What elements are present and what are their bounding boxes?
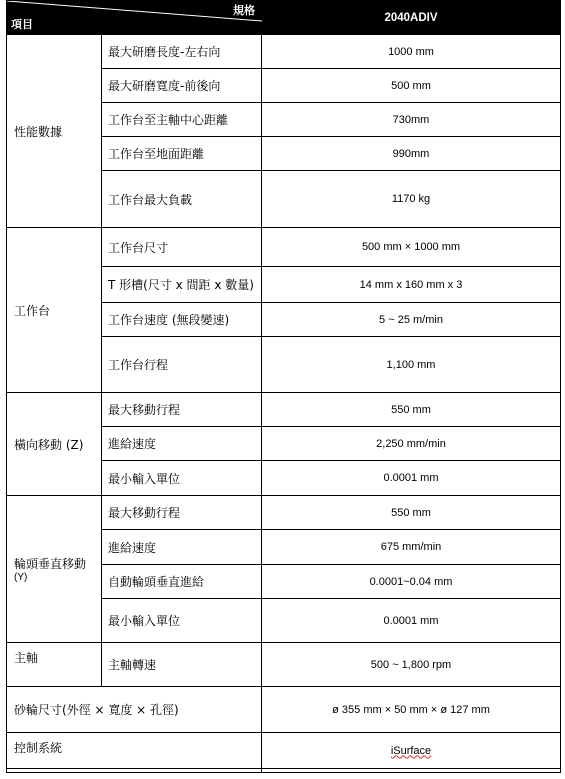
row-value: 2,250 mm/min	[262, 427, 561, 461]
category-vertical-label: 輪頭垂直移動	[14, 557, 87, 571]
row-value: 500 mm × 1000 mm	[262, 228, 561, 267]
spec-table	[6, 0, 561, 773]
control-system-value: iSurface	[390, 744, 432, 757]
row-label: 工作台最大負載	[102, 171, 262, 228]
control-system-value-cell	[262, 733, 561, 769]
row-label: 工作台至地面距離	[102, 137, 262, 171]
row-label: 工作台行程	[102, 337, 262, 393]
row-value: 1000 mm	[262, 35, 561, 69]
row-label: 工作台至主軸中心距離	[102, 103, 262, 137]
row-value: 675 mm/min	[262, 530, 561, 565]
header-spec-label: 規格	[233, 5, 255, 17]
trailing-cell	[7, 769, 262, 773]
table-row	[7, 35, 561, 69]
category-performance: 性能數據	[7, 35, 102, 228]
table-row-trailing	[7, 769, 561, 773]
row-value: 1,100 mm	[262, 337, 561, 393]
row-value: 0.0001 mm	[262, 461, 561, 496]
row-value: 500 mm	[262, 69, 561, 103]
row-label: T 形槽(尺寸 x 間距 x 數量)	[102, 267, 262, 303]
row-label: 最大研磨寬度-前後向	[102, 69, 262, 103]
table-row	[7, 393, 561, 427]
header-row	[7, 1, 561, 35]
row-label: 最大移動行程	[102, 393, 262, 427]
category-vertical-axis: (Y)	[14, 572, 28, 583]
row-value: 0.0001~0.04 mm	[262, 565, 561, 599]
row-label: 工作台尺寸	[102, 228, 262, 267]
row-value: 0.0001 mm	[262, 599, 561, 643]
row-value: 990mm	[262, 137, 561, 171]
wheel-size-value: ø 355 mm × 50 mm × ø 127 mm	[262, 687, 561, 733]
row-label: 最小輸入單位	[102, 599, 262, 643]
row-label: 最大研磨長度-左右向	[102, 35, 262, 69]
table-row	[7, 687, 561, 733]
row-value: 730mm	[262, 103, 561, 137]
row-value: 500 ~ 1,800 rpm	[262, 643, 561, 687]
category-lateral-move: 橫向移動 (Z)	[7, 393, 102, 496]
trailing-cell	[262, 769, 561, 773]
row-value: 550 mm	[262, 393, 561, 427]
row-label: 進給速度	[102, 530, 262, 565]
control-system-label: 控制系統	[7, 733, 262, 769]
header-item-spec-cell	[7, 1, 262, 35]
row-label: 工作台速度 (無段變速)	[102, 303, 262, 337]
row-label: 最大移動行程	[102, 496, 262, 530]
row-label: 主軸轉速	[102, 643, 262, 687]
row-value: 14 mm x 160 mm x 3	[262, 267, 561, 303]
row-value: 1170 kg	[262, 171, 561, 228]
header-diagonal	[7, 1, 262, 35]
table-row	[7, 228, 561, 267]
category-vertical-move	[7, 496, 102, 643]
row-value: 5 ~ 25 m/min	[262, 303, 561, 337]
wheel-size-label: 砂輪尺寸(外徑 × 寬度 × 孔徑)	[7, 687, 262, 733]
header-item-label: 項目	[11, 19, 33, 31]
row-label: 最小輸入單位	[102, 461, 262, 496]
category-spindle: 主軸	[7, 643, 102, 687]
table-row	[7, 733, 561, 769]
row-value: 550 mm	[262, 496, 561, 530]
category-worktable: 工作台	[7, 228, 102, 393]
row-label: 自動輪頭垂直進給	[102, 565, 262, 599]
row-label: 進給速度	[102, 427, 262, 461]
table-row	[7, 496, 561, 530]
header-model: 2040ADIV	[262, 1, 561, 35]
table-row	[7, 643, 561, 687]
